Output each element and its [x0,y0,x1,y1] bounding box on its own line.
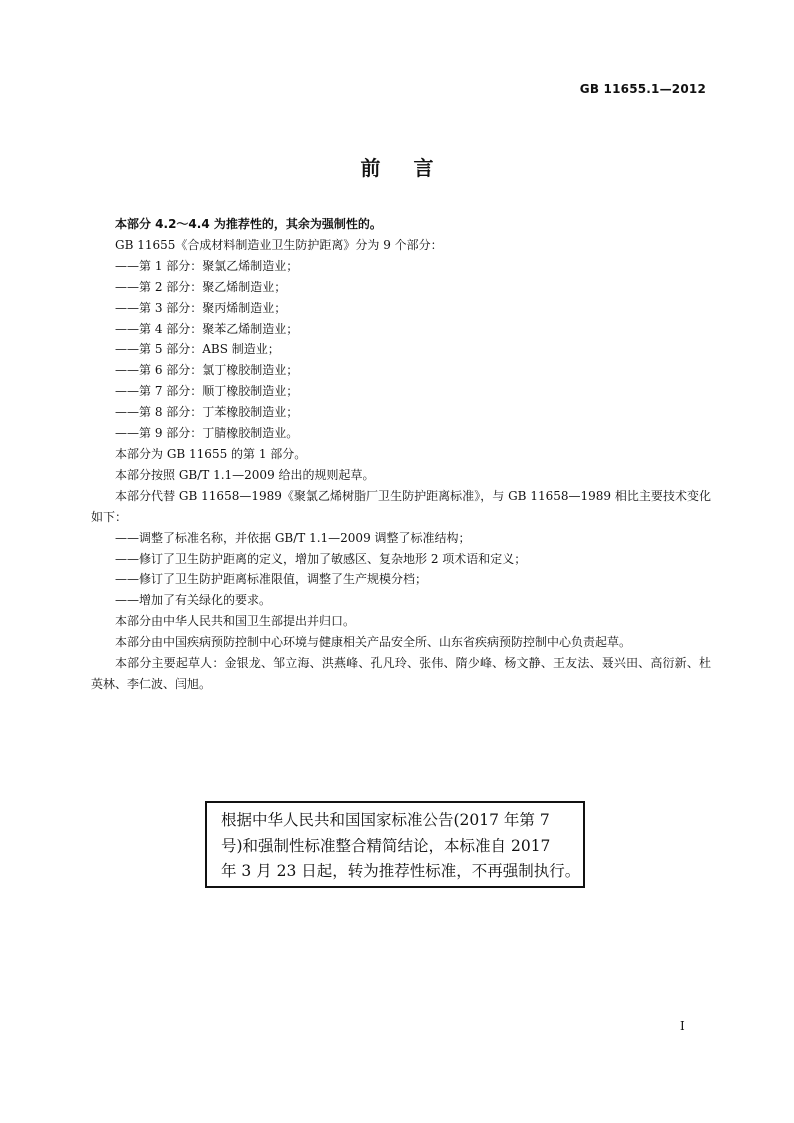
standard-code: GB 11655.1—2012 [579,82,706,96]
change-list-item: ——修订了卫生防护距离的定义，增加了敏感区、复杂地形 2 项术语和定义； [115,551,527,566]
proposer-statement: 本部分由中华人民共和国卫生部提出并归口。 [115,614,356,629]
series-intro: GB 11655《合成材料制造业卫生防护距离》分为 9 个部分： [115,237,443,252]
change-list-item: ——修订了卫生防护距离标准限值，调整了生产规模分档； [115,572,428,587]
replacement-statement: 本部分代替 GB 11658—1989《聚氯乙烯树脂厂卫生防护距离标准》，与 GB 11658—1989 相比主要技术变化如下： [91,488,711,524]
part-statement: 本部分为 GB 11655 的第 1 部分。 [115,446,307,461]
drafting-rules: 本部分按照 GB/T 1.1—2009 给出的规则起草。 [115,467,375,482]
page-number: I [680,1019,685,1033]
drafting-organizations: 本部分由中国疾病预防控制中心环境与健康相关产品安全所、山东省疾病预防控制中心负责起草。 [115,635,632,650]
part-list-item: ——第 1 部分：聚氯乙烯制造业； [115,258,299,273]
mandatory-status-notice [205,801,585,888]
part-list-item: ——第 6 部分：氯丁橡胶制造业； [115,363,299,378]
page-title: 前 言 [360,156,434,180]
notice-line: 年 3 月 23 日起，转为推荐性标准，不再强制执行。 [221,862,581,880]
notice-line: 号)和强制性标准整合精简结论，本标准自 2017 [221,836,551,855]
part-list-item: ——第 5 部分：ABS 制造业； [115,342,280,357]
foreword-body [91,214,711,695]
change-list-item: ——调整了标准名称，并依据 GB/T 1.1—2009 调整了标准结构； [115,530,471,545]
part-list-item: ——第 4 部分：聚苯乙烯制造业； [115,321,299,336]
part-list-item: ——第 7 部分：顺丁橡胶制造业； [115,384,299,399]
part-list-item: ——第 9 部分：丁腈橡胶制造业。 [115,426,299,441]
part-list-item: ——第 3 部分：聚丙烯制造业； [115,300,287,315]
part-list-item: ——第 2 部分：聚乙烯制造业； [115,279,287,294]
change-list-item: ——增加了有关绿化的要求。 [115,593,272,608]
notice-line: 根据中华人民共和国国家标准公告(2017 年第 7 [221,811,550,829]
part-list-item: ——第 8 部分：丁苯橡胶制造业； [115,405,299,420]
applicability-statement: 本部分 4.2～4.4 为推荐性的，其余为强制性的。 [115,217,382,231]
drafters-list: 本部分主要起草人：金银龙、邹立海、洪燕峰、孔凡玲、张伟、隋少峰、杨文静、王友法、聂兴田、高衍新、杜英林、李仁波、闫旭。 [91,656,711,691]
